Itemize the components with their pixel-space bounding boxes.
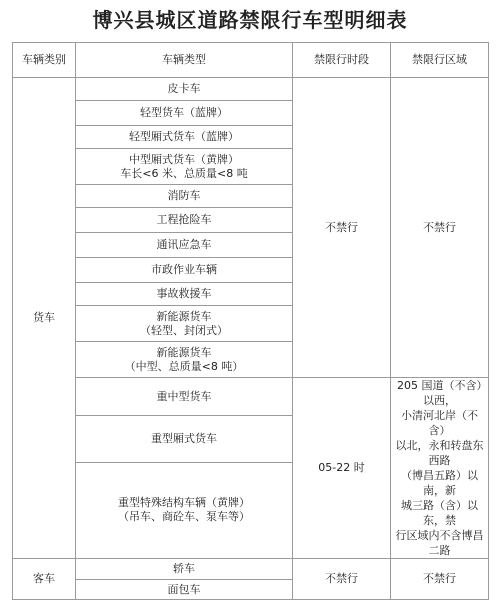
category-cell-truck: 货车 xyxy=(13,78,76,559)
area-line: 城三路（含）以东，禁 xyxy=(401,499,478,527)
area-line: 小清河北岸（不含） xyxy=(401,409,478,437)
area-line: 以北，永和转盘东西路 xyxy=(395,439,484,467)
vehicle-type-note: （中型、总质量<8 吨） xyxy=(124,359,244,373)
table-row xyxy=(13,378,489,416)
header-row xyxy=(13,43,489,78)
vehicle-type-line: 新能源货车 xyxy=(156,309,212,323)
vehicle-type-line: 重中型货车 xyxy=(156,389,212,403)
vehicle-type-note: （轻型、封闭式） xyxy=(140,323,228,337)
vehicle-type-line: 重型厢式货车 xyxy=(151,431,217,445)
vehicle-type-cell xyxy=(76,580,293,600)
vehicle-type-line: 市政作业车辆 xyxy=(151,263,217,276)
vehicle-type-note: 车长<6 米、总质量<8 吨 xyxy=(120,166,248,180)
vehicle-type-cell xyxy=(76,306,293,342)
period-cell-truck-heavy: 05-22 时 xyxy=(293,378,391,559)
vehicle-type-line: 中型厢式货车（黄牌） xyxy=(129,152,239,166)
table-row xyxy=(13,78,489,101)
vehicle-type-line: 皮卡车 xyxy=(167,82,201,95)
vehicle-type-note: （吊车、商砼车、泵车等） xyxy=(118,510,250,524)
vehicle-type-line: 通讯应急车 xyxy=(156,238,212,251)
area-line: 行区域内不含博昌二路 xyxy=(395,529,484,557)
vehicle-type-line: 面包车 xyxy=(167,582,201,596)
area-line: 205 国道（不含）以西， xyxy=(397,379,482,407)
category-cell-bus: 客车 xyxy=(13,559,76,600)
header-restriction-period: 禁限行时段 xyxy=(293,43,391,78)
vehicle-type-cell xyxy=(76,149,293,185)
header-restriction-area: 禁限行区域 xyxy=(391,43,489,78)
vehicle-type-cell xyxy=(76,258,293,283)
vehicle-type-cell xyxy=(76,559,293,580)
vehicle-type-cell xyxy=(76,185,293,208)
vehicle-type-cell xyxy=(76,233,293,258)
vehicle-type-cell xyxy=(76,208,293,233)
area-cell-bus: 不禁行 xyxy=(391,559,489,600)
vehicle-type-line: 事故救援车 xyxy=(156,287,212,300)
vehicle-type-cell xyxy=(76,283,293,306)
vehicle-type-line: 新能源货车 xyxy=(156,345,212,359)
vehicle-type-line: 工程抢险车 xyxy=(156,213,212,226)
vehicle-type-line: 轻型厢式货车（蓝牌） xyxy=(129,130,239,143)
vehicle-type-line: 轿车 xyxy=(173,562,195,575)
period-cell-truck-light: 不禁行 xyxy=(293,78,391,378)
vehicle-type-cell xyxy=(76,126,293,149)
area-cell-truck-heavy xyxy=(391,378,489,559)
header-vehicle-type: 车辆类型 xyxy=(76,43,293,78)
vehicle-type-cell xyxy=(76,378,293,416)
vehicle-type-line: 重型特殊结构车辆（黄牌） xyxy=(118,496,250,510)
vehicle-type-cell xyxy=(76,416,293,462)
table-row xyxy=(13,559,489,580)
page-title: 博兴县城区道路禁限行车型明细表 xyxy=(92,8,408,32)
vehicle-type-cell xyxy=(76,342,293,378)
vehicle-type-cell xyxy=(76,462,293,558)
vehicle-type-cell xyxy=(76,101,293,126)
header-vehicle-category: 车辆类别 xyxy=(13,43,76,78)
area-line: （博昌五路）以南，新 xyxy=(401,469,478,497)
period-cell-bus: 不禁行 xyxy=(293,559,391,600)
vehicle-restriction-table xyxy=(12,42,489,600)
area-cell-truck-light: 不禁行 xyxy=(391,78,489,378)
vehicle-type-line: 消防车 xyxy=(167,189,201,202)
vehicle-type-cell xyxy=(76,78,293,101)
vehicle-type-line: 轻型货车（蓝牌） xyxy=(140,106,228,119)
